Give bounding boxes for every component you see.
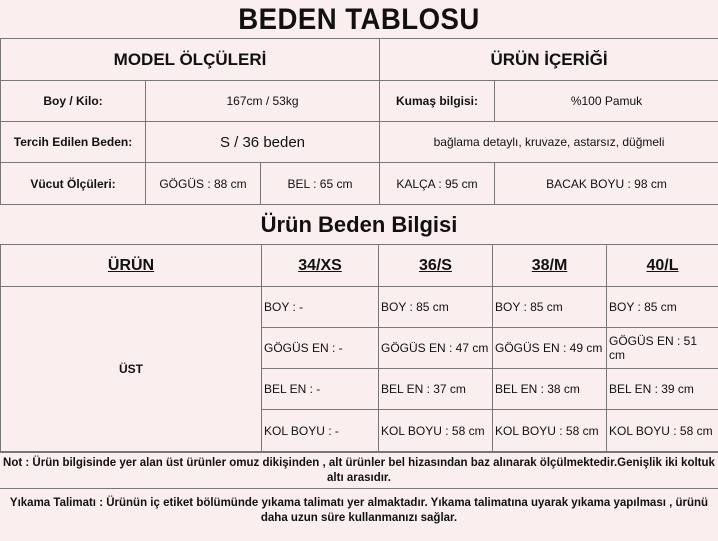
table-cell: BOY : 85 cm <box>493 287 607 328</box>
product-details: bağlama detaylı, kruvaze, astarsız, düğmeli <box>380 122 718 163</box>
product-name: ÜST <box>1 287 262 452</box>
table-cell: BEL EN : - <box>262 369 379 410</box>
content-header: ÜRÜN İÇERİĞİ <box>380 39 718 81</box>
col-header-size: 40/L <box>607 245 718 287</box>
hip-measure: KALÇA : 95 cm <box>380 163 495 205</box>
page-title: BEDEN TABLOSU <box>29 0 690 38</box>
washing-instructions: Yıkama Talimatı : Ürünün iç etiket bölümünde yıkama talimatı yer almaktadır. Yıkama talimatına uyarak yıkama yapılması , ürünü daha uzun süre kullanmanızı sağlar. <box>0 488 718 541</box>
table-cell: BOY : 85 cm <box>607 287 718 328</box>
preferred-size-label: Tercih Edilen Beden: <box>1 122 146 163</box>
fabric-label: Kumaş bilgisi: <box>380 81 495 122</box>
col-header-size: 38/M <box>493 245 607 287</box>
height-weight-value: 167cm / 53kg <box>146 81 380 122</box>
table-cell: GÖGÜS EN : 51 cm <box>607 328 718 369</box>
fabric-value: %100 Pamuk <box>495 81 718 122</box>
table-cell: BOY : 85 cm <box>379 287 493 328</box>
height-weight-label: Boy / Kilo: <box>1 81 146 122</box>
table-cell: GÖGÜS EN : 49 cm <box>493 328 607 369</box>
table-cell: KOL BOYU : 58 cm <box>493 410 607 452</box>
col-header-size: 36/S <box>379 245 493 287</box>
table-cell: BEL EN : 37 cm <box>379 369 493 410</box>
table-cell: GÖGÜS EN : 47 cm <box>379 328 493 369</box>
measurement-note: Not : Ürün bilgisinde yer alan üst ürünler omuz dikişinden , alt ürünler bel hizasından baz alınarak ölçülmektedir.Genişlik iki koltuk altı arasıdır. <box>0 452 718 492</box>
section-title: Ürün Beden Bilgisi <box>0 206 718 244</box>
waist-measure: BEL : 65 cm <box>261 163 380 205</box>
table-cell: KOL BOYU : 58 cm <box>379 410 493 452</box>
preferred-size-value: S / 36 beden <box>146 122 380 163</box>
table-cell: BEL EN : 38 cm <box>493 369 607 410</box>
table-cell: KOL BOYU : 58 cm <box>607 410 718 452</box>
table-cell: BEL EN : 39 cm <box>607 369 718 410</box>
col-header-product: ÜRÜN <box>1 245 262 287</box>
col-header-size: 34/XS <box>262 245 379 287</box>
table-cell: BOY : - <box>262 287 379 328</box>
table-cell: GÖGÜS EN : - <box>262 328 379 369</box>
chest-measure: GÖGÜS : 88 cm <box>146 163 261 205</box>
model-table <box>0 38 718 205</box>
model-header: MODEL ÖLÇÜLERİ <box>1 39 380 81</box>
body-measurements-label: Vücut Ölçüleri: <box>1 163 146 205</box>
size-table <box>0 244 718 452</box>
leg-length-measure: BACAK BOYU : 98 cm <box>495 163 718 205</box>
table-cell: KOL BOYU : - <box>262 410 379 452</box>
